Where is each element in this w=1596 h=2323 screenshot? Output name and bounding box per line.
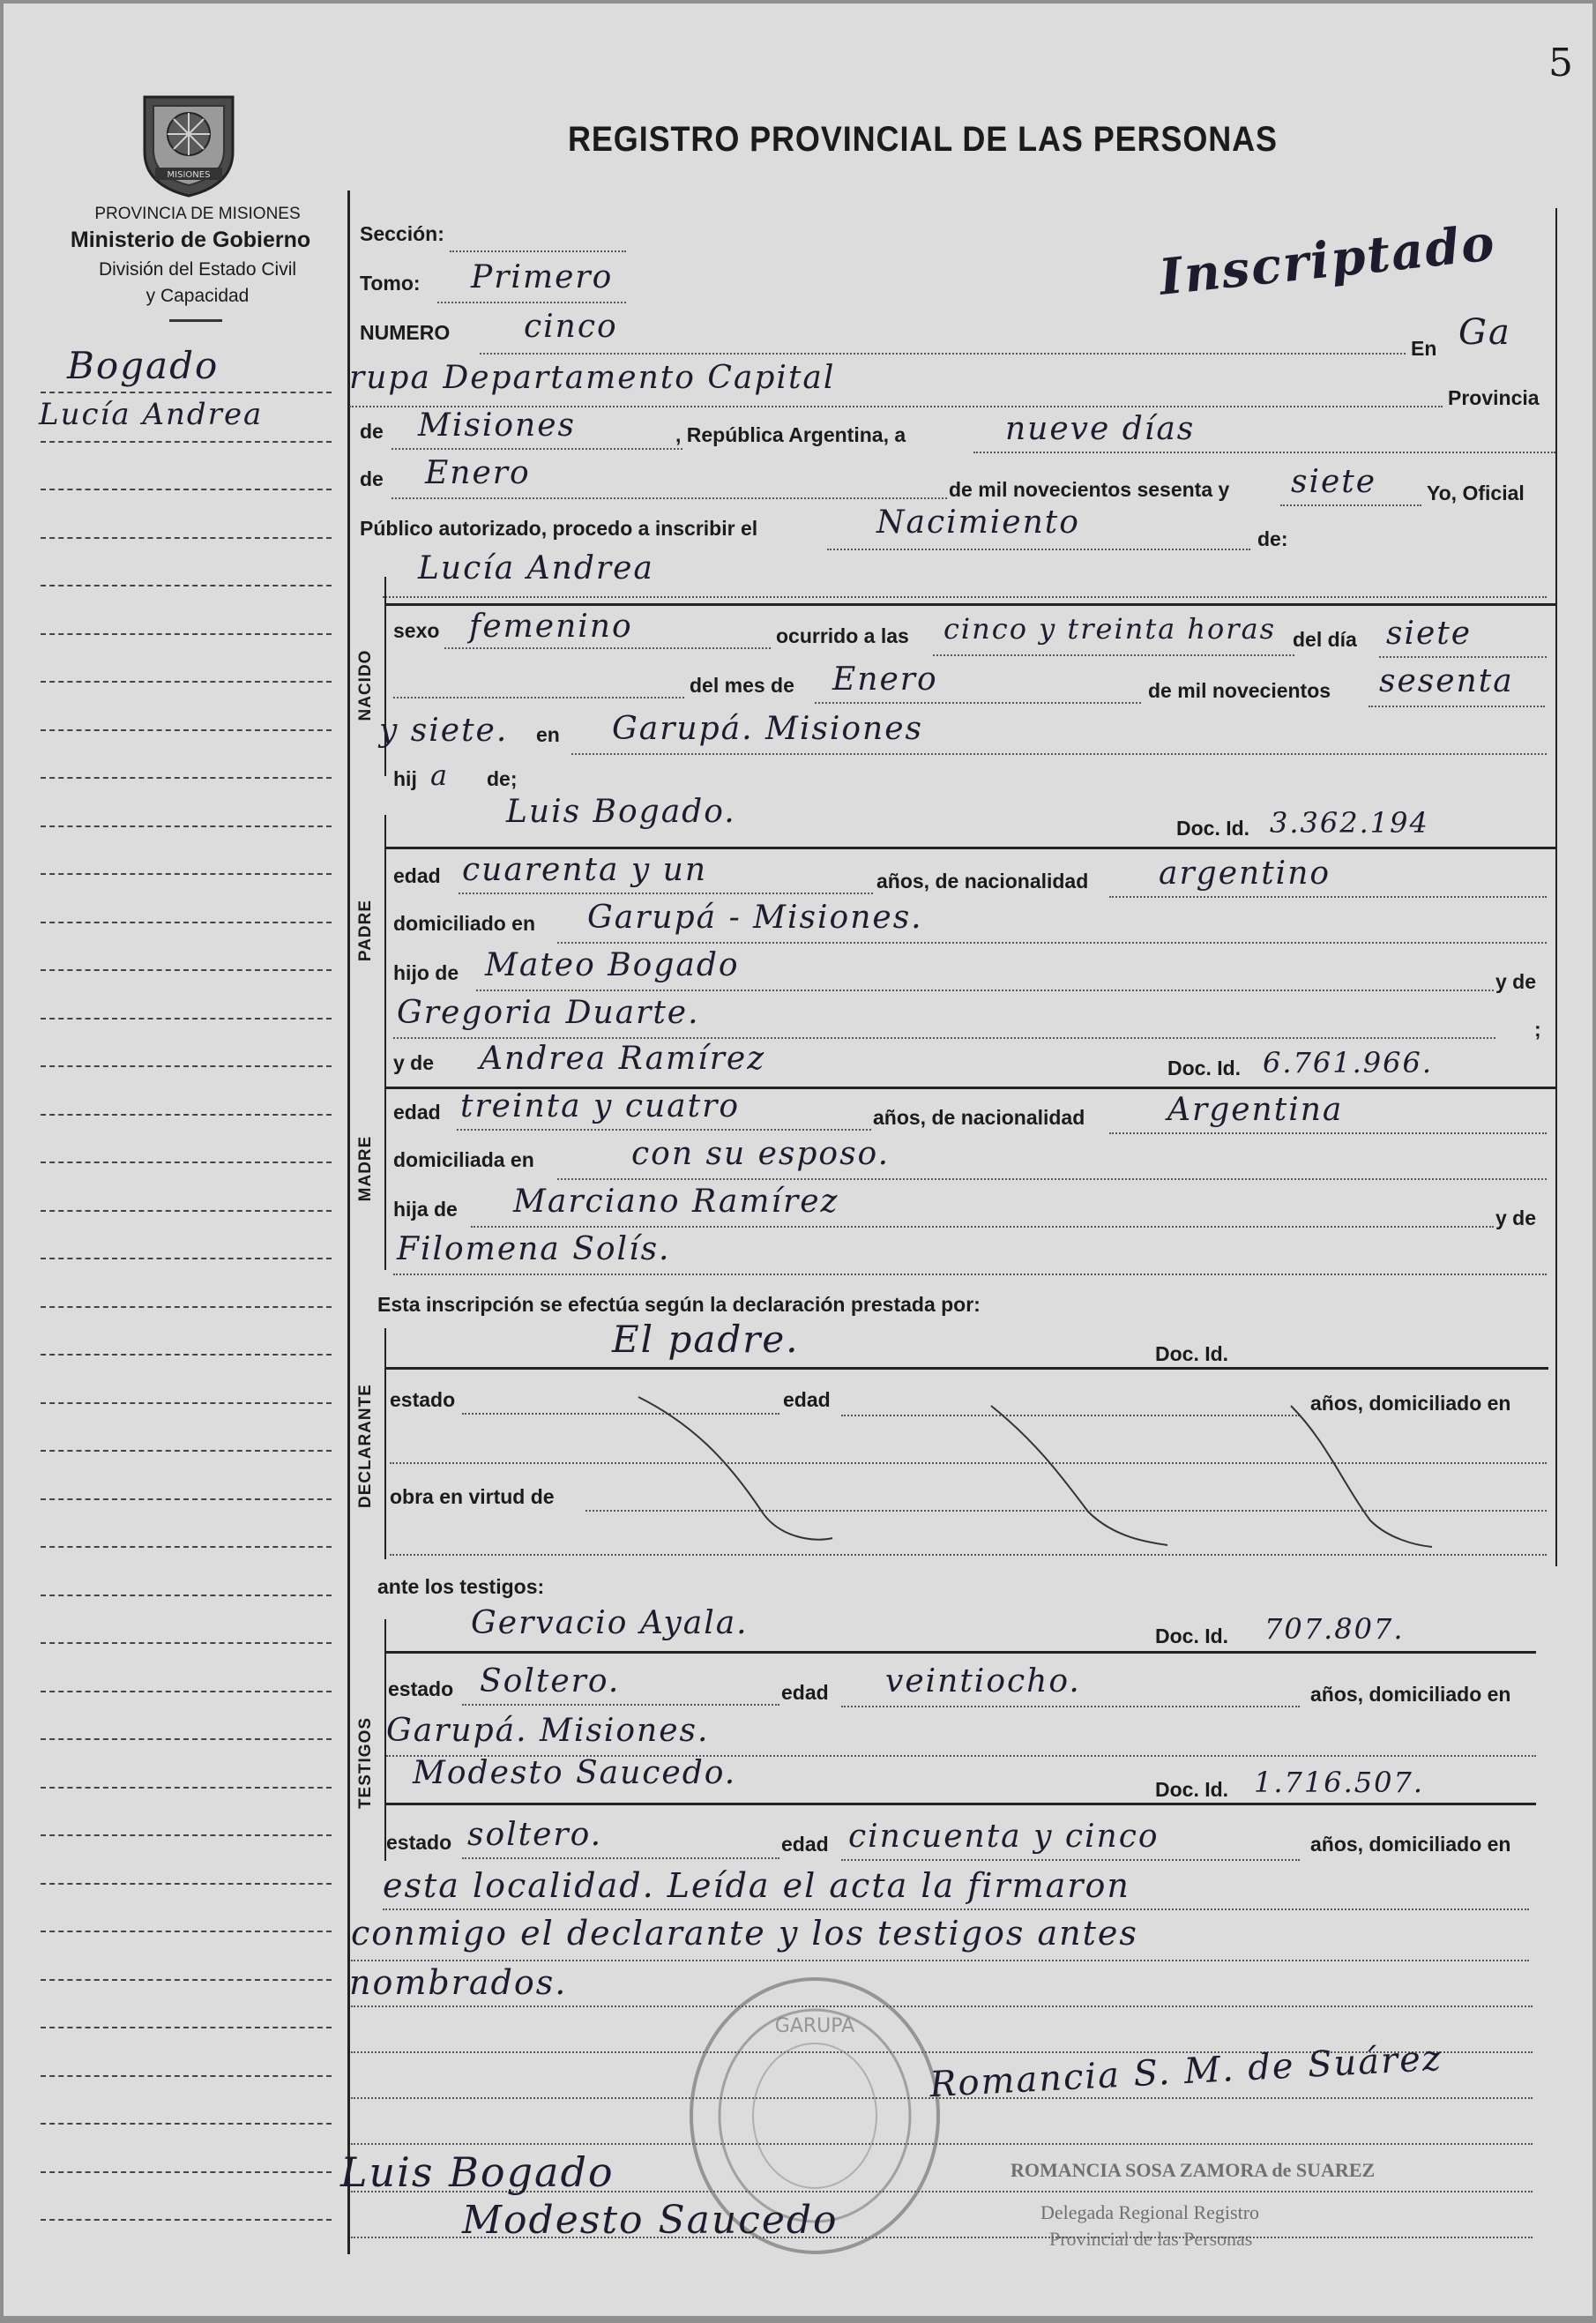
witness1-estado-label: estado — [388, 1677, 454, 1700]
en-place-label: en — [536, 723, 560, 746]
province-seal-icon — [136, 81, 242, 199]
margin-ruled-line — [41, 825, 332, 827]
inscribed-stamp: Inscriptado — [1156, 213, 1499, 307]
margin-ruled-line — [41, 1018, 332, 1020]
witness1-name-value: Gervacio Ayala. — [471, 1605, 749, 1641]
tomo-label: Tomo: — [360, 272, 421, 295]
father-yde-label: y de — [1495, 970, 1537, 993]
sexo-line — [444, 647, 771, 649]
year-value: siete — [1291, 464, 1377, 500]
numero-line — [480, 353, 1406, 355]
year-line — [1280, 504, 1421, 506]
declarant-obra-label: obra en virtud de — [390, 1485, 555, 1508]
testigos-section-label: TESTIGOS — [356, 1716, 375, 1810]
de3-label: de: — [1257, 527, 1288, 550]
numero-value: cinco — [524, 309, 618, 345]
header-underline — [169, 319, 222, 322]
maternal-grandmother-line — [393, 1274, 1547, 1275]
official-signature: Romancia S. M. de Suárez — [929, 2037, 1443, 2106]
maternal-grandfather-value: Marciano Ramírez — [513, 1184, 839, 1220]
witness2-estado-line — [462, 1857, 779, 1859]
margin-ruled-line — [41, 1306, 332, 1308]
father-dom-line — [557, 942, 1547, 944]
margin-ruled-line — [41, 1691, 332, 1692]
father-name-value: Luis Bogado. — [506, 794, 736, 830]
birth-place-line — [571, 753, 1547, 755]
margin-ruled-line — [41, 633, 332, 635]
father-hijo-label: hijo de — [393, 961, 459, 984]
margin-ruled-line — [41, 1595, 332, 1596]
del-dia-label: del día — [1293, 628, 1357, 651]
en-value: Ga — [1458, 312, 1511, 353]
witness2-name-value: Modesto Saucedo. — [413, 1755, 737, 1791]
father-nationality-value: argentino — [1159, 855, 1331, 892]
republica-label: , República Argentina, a — [675, 423, 906, 446]
nacido-top-rule — [384, 603, 1555, 606]
mother-doc-value: 6.761.966. — [1263, 1046, 1434, 1079]
right-border — [1555, 208, 1557, 1566]
declaration-intro: Esta inscripción se efectúa según la declaración prestada por: — [377, 1293, 981, 1316]
day-line — [1379, 656, 1547, 658]
mother-doc-label: Doc. Id. — [1167, 1057, 1242, 1079]
witness1-anios-label: años, domiciliado en — [1310, 1683, 1511, 1706]
birth-year-line — [1369, 706, 1545, 707]
margin-ruled-line — [41, 873, 332, 875]
month-line — [392, 497, 947, 499]
witness1-doc-value: 707.807. — [1264, 1612, 1405, 1646]
margin-ruled-line — [41, 1354, 332, 1356]
official-stamp-line-2: Delegada Regional Registro — [1040, 2201, 1260, 2223]
registrant-name-value: Lucía Andrea — [418, 550, 654, 586]
birth-month-value: Enero — [832, 661, 938, 698]
mother-yde-label: y de — [393, 1051, 435, 1074]
del-mes-prefix-line — [393, 697, 684, 698]
mother-yde2-label: y de — [1495, 1206, 1537, 1229]
margin-ruled-line — [41, 1931, 332, 1932]
witness1-age-line — [841, 1706, 1300, 1707]
hija-de-label: de; — [487, 767, 518, 790]
margin-ruled-line — [41, 729, 332, 731]
grandmother-line — [393, 1037, 1495, 1039]
declarant-name-value: El padre. — [612, 1318, 800, 1361]
margin-ruled-line — [41, 922, 332, 923]
yo-label: Yo, Oficial — [1427, 482, 1525, 504]
father-signature: Luis Bogado — [340, 2148, 615, 2196]
mother-name-value: Andrea Ramírez — [480, 1041, 766, 1077]
witness2-anios-label: años, domiciliado en — [1310, 1833, 1511, 1856]
margin-ruled-line — [41, 537, 332, 539]
witness2-doc-label: Doc. Id. — [1155, 1778, 1229, 1801]
margin-ruled-line — [41, 1883, 332, 1885]
hija-suffix: a — [430, 758, 450, 792]
de-label: de — [360, 420, 384, 443]
closing-line-2: conmigo el declarante y los testigos antes — [351, 1914, 1138, 1953]
margin-ruled-line — [41, 969, 332, 971]
witness1-estado-value: Soltero. — [480, 1663, 621, 1699]
margin-ruled-line — [41, 1738, 332, 1740]
margin-given-names: Lucía Andrea — [39, 397, 264, 432]
mother-dom-line — [557, 1178, 1547, 1180]
sexo-label: sexo — [393, 619, 440, 642]
del-mes-label: del mes de — [690, 674, 794, 697]
maternal-grandmother-value: Filomena Solís. — [397, 1231, 671, 1267]
page-number: 5 — [1548, 41, 1573, 86]
father-dom-label: domiciliado en — [393, 912, 536, 935]
margin-ruled-line — [41, 1642, 332, 1644]
madre-bracket — [384, 1051, 386, 1270]
days-line — [973, 452, 1555, 453]
closing-line-3: nombrados. — [349, 1963, 568, 2002]
maternal-grandfather-line — [471, 1226, 1494, 1228]
seccion-line — [450, 250, 626, 252]
witness2-age-line — [841, 1859, 1300, 1861]
margin-ruled-line — [41, 777, 332, 779]
margin-ruled-line — [41, 1210, 332, 1212]
mother-dom-label: domiciliada en — [393, 1148, 534, 1171]
division-name: División del Estado Civil — [98, 259, 297, 280]
padre-bracket — [384, 815, 386, 1060]
closing-rule-2 — [351, 1960, 1529, 1961]
birth-month-line — [815, 702, 1141, 704]
document-page — [4, 4, 1592, 2316]
official-stamp-line-1: ROMANCIA SOSA ZAMORA de SUAREZ — [1011, 2159, 1376, 2181]
birth-year-value-2: y siete. — [379, 713, 509, 749]
province-name: PROVINCIA DE MISIONES — [94, 205, 301, 223]
declarant-anios-label: años, domiciliado en — [1310, 1392, 1511, 1415]
father-nac-label: años, de nacionalidad — [876, 870, 1089, 893]
margin-ruled-line — [41, 489, 332, 490]
ministry-name: Ministerio de Gobierno — [70, 228, 311, 252]
hour-line — [933, 654, 1294, 656]
name-line — [383, 596, 1547, 598]
declarant-edad-label: edad — [783, 1388, 831, 1411]
paternal-grandfather-value: Mateo Bogado — [485, 947, 740, 983]
province-value: Misiones — [418, 407, 577, 444]
grandfather-line — [476, 990, 1494, 991]
margin-ruled-line — [41, 1402, 332, 1404]
father-age-value: cuarenta y un — [462, 852, 708, 888]
margin-ruled-line — [41, 1979, 332, 1981]
margin-ruled-line — [41, 1498, 332, 1500]
document-title: REGISTRO PROVINCIAL DE LAS PERSONAS — [568, 120, 1278, 159]
margin-ruled-line — [41, 681, 332, 683]
witness2-doc-value: 1.716.507. — [1254, 1766, 1425, 1799]
declarant-doc-label: Doc. Id. — [1155, 1342, 1229, 1365]
father-top-rule — [384, 847, 1555, 849]
declarant-top-rule — [384, 1367, 1548, 1370]
witness1-edad-label: edad — [781, 1681, 829, 1704]
act-line — [827, 549, 1250, 550]
official-stamp-line-3: Provincial de las Personas — [1049, 2228, 1253, 2250]
madre-section-label: MADRE — [356, 1135, 375, 1202]
margin-surname: Bogado — [67, 344, 220, 387]
act-type-value: Nacimiento — [876, 504, 1080, 541]
birth-place-value: Garupá. Misiones — [612, 711, 924, 747]
margin-line — [41, 441, 332, 443]
tomo-line — [437, 302, 626, 303]
round-seal-label: GARUPA — [774, 2015, 855, 2037]
margin-ruled-line — [41, 585, 332, 586]
mother-domicile-value: con su esposo. — [631, 1136, 891, 1172]
en-label: En — [1411, 337, 1437, 360]
paternal-grandmother-value: Gregoria Duarte. — [397, 995, 700, 1031]
mother-age-line — [457, 1129, 871, 1131]
father-age-line — [459, 893, 873, 894]
margin-ruled-line — [41, 1065, 332, 1067]
mil-label: de mil novecientos sesenta y — [949, 478, 1230, 501]
month-value: Enero — [425, 455, 531, 491]
seccion-label: Sección: — [360, 222, 444, 245]
witness1-age-value: veintiocho. — [885, 1663, 1081, 1699]
cancellation-strokes — [621, 1388, 1503, 1565]
hija-label: hij — [393, 767, 417, 790]
witness1-domicile-value: Garupá. Misiones. — [386, 1713, 710, 1749]
father-edad-label: edad — [393, 864, 441, 887]
mother-hija-label: hija de — [393, 1198, 458, 1221]
provincia-label: Provincia — [1448, 386, 1540, 409]
margin-ruled-line — [41, 1258, 332, 1259]
seal-label: MISIONES — [167, 170, 211, 180]
margin-ruled-line — [41, 1162, 332, 1163]
nacido-section-label: NACIDO — [356, 649, 375, 721]
father-nat-line — [1109, 896, 1547, 898]
birth-year-value: sesenta — [1379, 663, 1514, 699]
margin-ruled-line — [41, 2075, 332, 2077]
witness1-top-rule — [384, 1651, 1536, 1654]
mother-age-value: treinta y cuatro — [460, 1088, 740, 1124]
numero-label: NUMERO — [360, 321, 451, 344]
mil-novecientos-label: de mil novecientos — [1148, 679, 1331, 702]
witness2-estado-label: estado — [386, 1831, 452, 1854]
margin-ruled-line — [41, 1834, 332, 1836]
tomo-value: Primero — [471, 259, 614, 295]
division-name-2: y Capacidad — [145, 286, 250, 306]
padre-section-label: PADRE — [356, 899, 375, 962]
sexo-value: femenino — [469, 609, 633, 645]
margin-divider — [347, 190, 350, 2254]
witness2-top-rule — [384, 1803, 1536, 1805]
place-line-value: rupa Departamento Capital — [349, 360, 836, 396]
margin-ruled-line — [41, 1114, 332, 1116]
day-value: siete — [1386, 616, 1473, 652]
mother-nat-line — [1109, 1132, 1547, 1134]
mother-edad-label: edad — [393, 1101, 441, 1124]
margin-ruled-line — [41, 2027, 332, 2028]
publico-label: Público autorizado, procedo a inscribir el — [360, 517, 758, 540]
closing-rule-1 — [383, 1908, 1529, 1910]
de2-label: de — [360, 467, 384, 490]
declarant-estado-label: estado — [390, 1388, 456, 1411]
witness1-doc-label: Doc. Id. — [1155, 1625, 1229, 1647]
witness-signature: Modesto Saucedo — [462, 2198, 839, 2243]
father-domicile-value: Garupá - Misiones. — [587, 900, 923, 936]
witnesses-intro: ante los testigos: — [377, 1575, 545, 1598]
margin-ruled-line — [41, 1787, 332, 1789]
witness2-age-value: cincuenta y cinco — [848, 1819, 1160, 1855]
margin-ruled-line — [41, 1450, 332, 1452]
margin-ruled-line — [41, 2171, 332, 2173]
days-value: nueve días — [1005, 411, 1196, 447]
margin-line — [41, 392, 332, 393]
witness1-estado-line — [462, 1704, 779, 1706]
margin-ruled-line — [41, 2123, 332, 2125]
ocurrido-label: ocurrido a las — [776, 624, 909, 647]
margin-ruled-line — [41, 2219, 332, 2221]
mother-nac-label: años, de nacionalidad — [873, 1106, 1085, 1129]
margin-ruled-line — [41, 1546, 332, 1548]
witness2-estado-value: soltero. — [467, 1817, 603, 1853]
witness2-edad-label: edad — [781, 1833, 829, 1856]
hour-value: cinco y treinta horas — [943, 612, 1277, 646]
father-doc-label: Doc. Id. — [1176, 817, 1250, 840]
mother-nationality-value: Argentina — [1167, 1092, 1344, 1128]
father-semicolon: ; — [1534, 1018, 1541, 1041]
closing-line-1: esta localidad. Leída el acta la firmaron — [383, 1866, 1130, 1905]
declarante-section-label: DECLARANTE — [356, 1384, 375, 1508]
father-doc-value: 3.362.194 — [1270, 806, 1429, 840]
declarante-bracket — [384, 1328, 386, 1559]
province-line — [392, 448, 682, 450]
